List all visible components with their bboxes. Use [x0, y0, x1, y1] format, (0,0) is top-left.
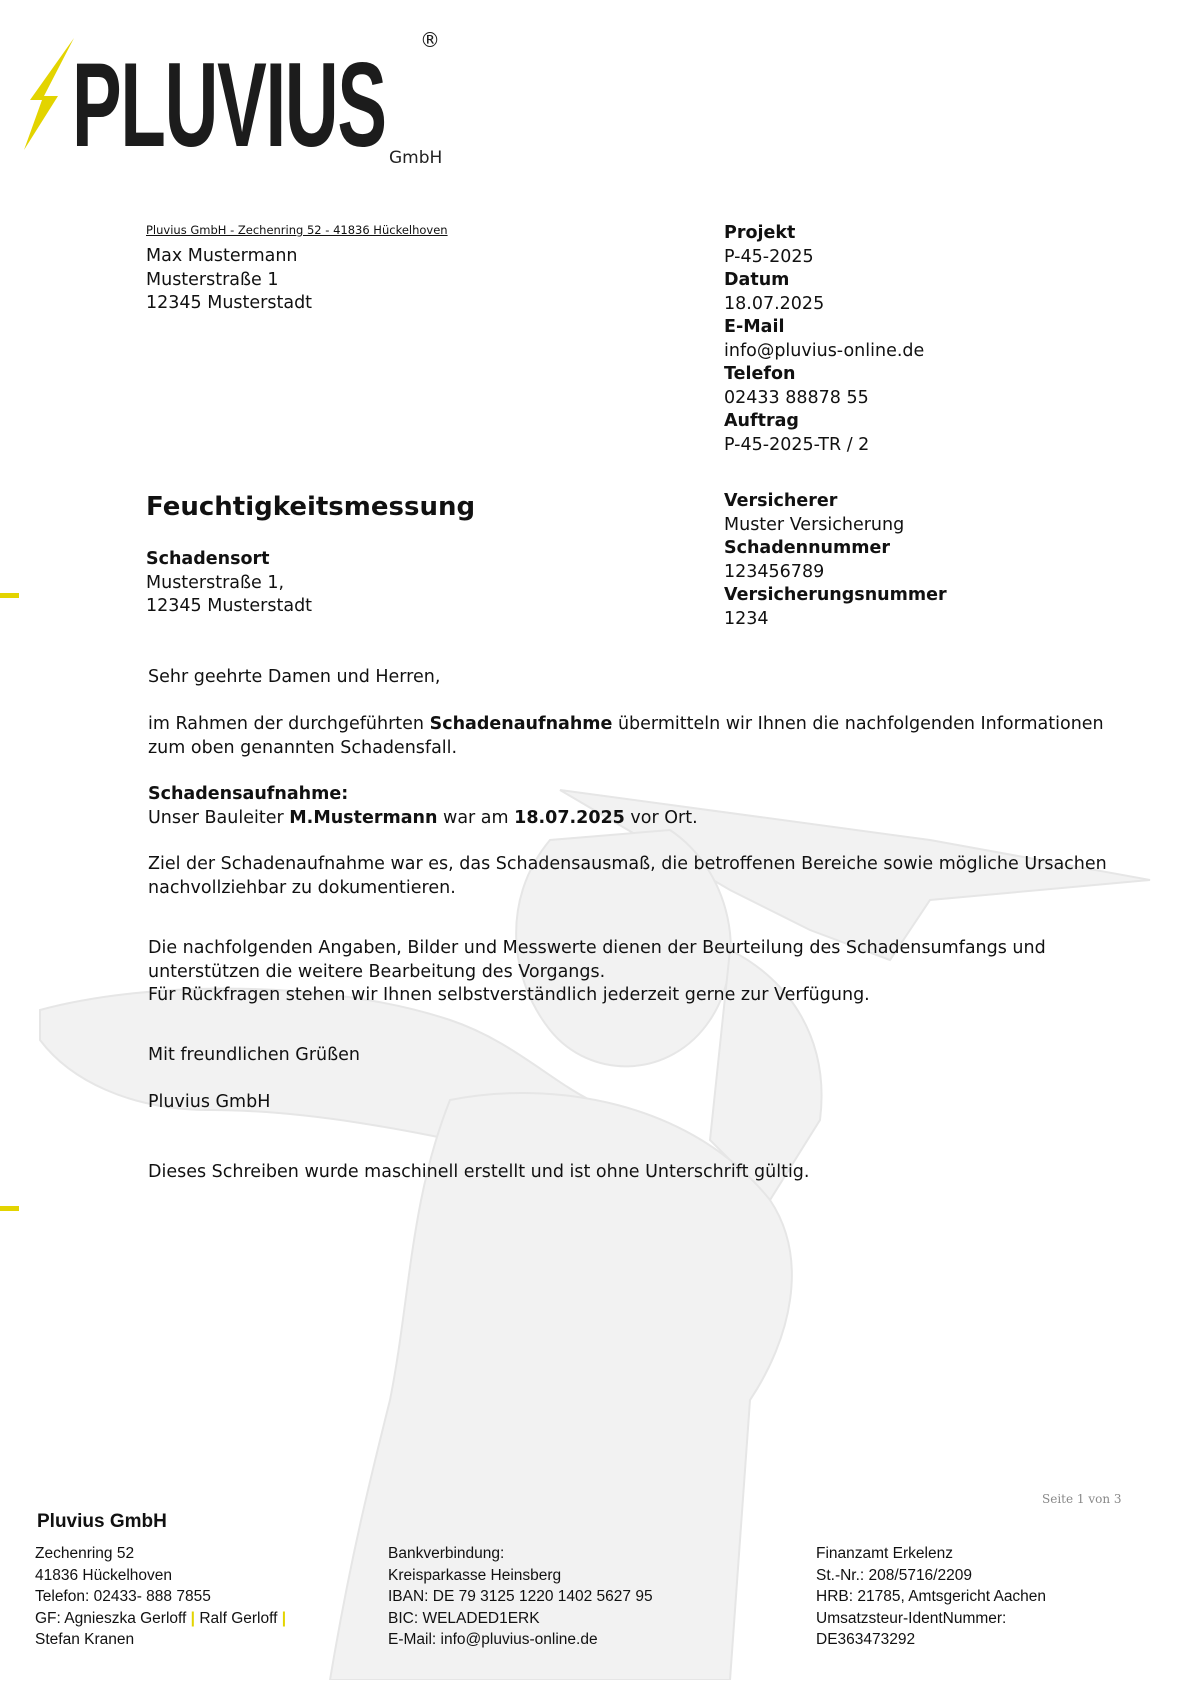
- info-label: Telefon: [724, 364, 796, 384]
- bank-heading: Bankverbindung:: [388, 1545, 505, 1562]
- fold-mark: [0, 593, 19, 598]
- damage-location-label: Schadensort: [146, 549, 270, 569]
- vat-label: Umsatzsteur-IdentNummer:: [816, 1609, 1007, 1627]
- sender-address-line: Pluvius GmbH - Zechenring 52 - 41836 Hückelhoven: [146, 223, 448, 237]
- signature: Pluvius GmbH: [148, 1092, 271, 1112]
- insurance-value: 123456789: [724, 561, 825, 582]
- visit-text: vor Ort.: [624, 807, 698, 828]
- insurance-value: 1234: [724, 608, 769, 629]
- page-number: Seite 1 von 3: [1042, 1492, 1122, 1506]
- section-heading: Schadensaufnahme:: [148, 784, 349, 804]
- footer-tax: [816, 1543, 1046, 1651]
- visit-date: 18.07.2025: [514, 807, 625, 828]
- registered-mark: ®: [420, 28, 440, 52]
- company-logo: [22, 28, 452, 178]
- damage-location-line: Musterstraße 1,: [146, 572, 285, 593]
- visit-text: war am: [437, 807, 515, 828]
- logo-suffix: GmbH: [389, 148, 443, 168]
- footer-street: Zechenring 52: [35, 1545, 135, 1562]
- trade-register: HRB: 21785, Amtsgericht Aachen: [816, 1588, 1047, 1605]
- intro-text: übermitteln wir Ihnen die nachfolgenden Informationen zum oben genannten Schadensfall.: [148, 714, 1104, 758]
- damage-section: [148, 783, 1108, 830]
- info-value: 02433 88878 55: [724, 387, 869, 408]
- punch-mark: [0, 1206, 19, 1211]
- damage-location: [146, 548, 312, 619]
- vat-number: DE363473292: [816, 1631, 916, 1648]
- info-value: P-45-2025-TR / 2: [724, 434, 870, 455]
- info-value: P-45-2025: [724, 246, 814, 267]
- info-label: E-Mail: [724, 317, 785, 337]
- bank-name: Kreisparkasse Heinsberg: [388, 1566, 562, 1584]
- intro-text: im Rahmen der durchgeführten: [148, 714, 430, 734]
- footer-managers: GF: Agnieszka Gerloff | Ralf Gerloff |: [35, 1609, 287, 1627]
- insurance-label: Versicherungsnummer: [724, 585, 947, 605]
- document-title: Feuchtigkeitsmessung: [146, 492, 476, 522]
- salutation: Sehr geehrte Damen und Herren,: [148, 667, 441, 687]
- footer-phone: Telefon: 02433- 888 7855: [35, 1588, 211, 1605]
- info-line: Für Rückfragen stehen wir Ihnen selbstverständlich jederzeit gerne zur Verfügung.: [148, 985, 870, 1005]
- footer-manager: Stefan Kranen: [35, 1631, 135, 1648]
- insurance-label: Schadennummer: [724, 538, 890, 558]
- footer-email: E-Mail: info@pluvius-online.de: [388, 1631, 598, 1648]
- insurance-info: [724, 490, 947, 631]
- intro-bold: Schadenaufnahme: [429, 714, 613, 734]
- footer-bank: [388, 1543, 653, 1651]
- info-label: Auftrag: [724, 411, 799, 431]
- info-line: Die nachfolgenden Angaben, Bilder und Messwerte dienen der Beurteilung des Schadensumfangs und unterstützen die weitere Bearbeitung des Vorgangs.: [148, 938, 1046, 982]
- site-manager-name: M.Mustermann: [289, 807, 438, 828]
- recipient-address: [146, 245, 312, 316]
- bank-iban: IBAN: DE 79 3125 1220 1402 5627 95: [388, 1588, 653, 1605]
- recipient-city: 12345 Musterstadt: [146, 293, 313, 313]
- info-label: Projekt: [724, 223, 796, 243]
- footer-city: 41836 Hückelhoven: [35, 1566, 173, 1584]
- goal-paragraph: Ziel der Schadenaufnahme war es, das Schadensausmaß, die betroffenen Bereiche sowie mögliche Ursachen nachvollziehbar zu dokumentieren.: [148, 854, 1107, 898]
- damage-location-line: 12345 Musterstadt: [146, 596, 313, 616]
- logo-wordmark: PLUVIUS: [72, 38, 386, 172]
- project-info: [724, 222, 924, 457]
- insurance-value: Muster Versicherung: [724, 514, 905, 535]
- info-paragraph: [148, 937, 1108, 1008]
- tax-office: Finanzamt Erkelenz: [816, 1545, 953, 1562]
- footer-company-name: Pluvius GmbH: [37, 1511, 167, 1532]
- visit-text: Unser Bauleiter: [148, 807, 290, 828]
- tax-number: St.-Nr.: 208/5716/2209: [816, 1566, 972, 1584]
- insurance-label: Versicherer: [724, 491, 838, 511]
- recipient-street: Musterstraße 1: [146, 269, 279, 290]
- info-label: Datum: [724, 270, 790, 290]
- machine-notice: Dieses Schreiben wurde maschinell erstellt und ist ohne Unterschrift gültig.: [148, 1162, 810, 1182]
- intro-paragraph: [148, 713, 1108, 760]
- closing: Mit freundlichen Grüßen: [148, 1045, 360, 1065]
- recipient-name: Max Mustermann: [146, 246, 298, 266]
- footer-address: [35, 1543, 286, 1651]
- info-value: info@pluvius-online.de: [724, 340, 925, 361]
- info-value: 18.07.2025: [724, 293, 825, 314]
- bank-bic: BIC: WELADED1ERK: [388, 1609, 540, 1627]
